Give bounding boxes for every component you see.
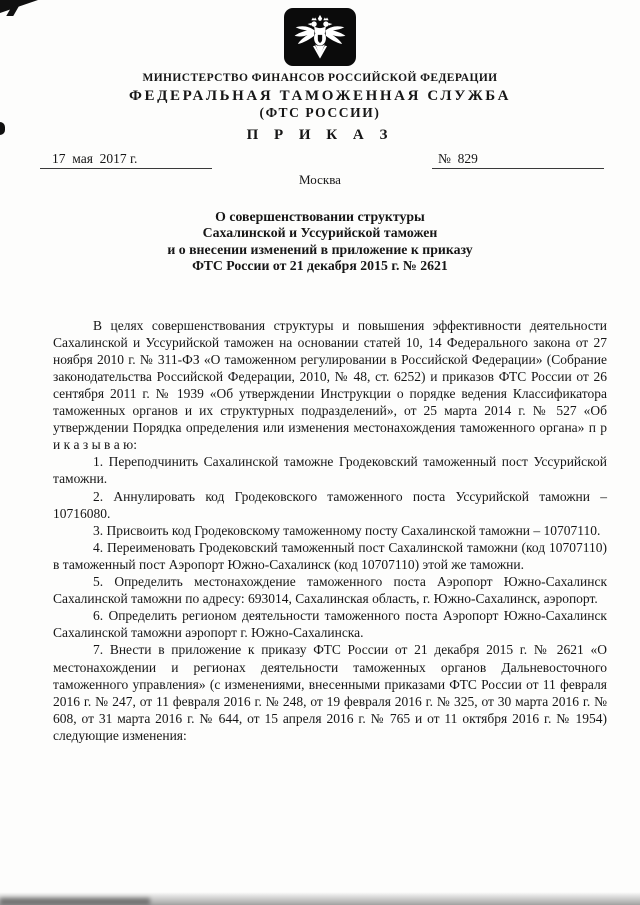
document-number: № 829 bbox=[432, 151, 604, 169]
date-number-row bbox=[40, 151, 604, 169]
scan-artifact-bottom-shade bbox=[0, 892, 640, 905]
body-paragraph: 1. Переподчинить Сахалинской таможне Гродековский таможенный пост Уссурийской таможни. bbox=[53, 454, 607, 487]
body-paragraph: 5. Определить местонахождение таможенного поста Аэропорт Южно-Сахалинск Сахалинской таможни по адресу: 693014, Сахалинская область, г. Южно-Сахалинск, аэропорт. bbox=[53, 574, 607, 607]
title-line: О совершенствовании структуры bbox=[215, 209, 425, 224]
agency-abbreviation: (ФТС РОССИИ) bbox=[259, 105, 381, 120]
body-paragraph: 7. Внести в приложение к приказу ФТС России от 21 декабря 2015 г. № 2621 «О местонахождении и регионах деятельности таможенных органов Дальневосточного таможенного управления» (с изменениями, внесенными приказами ФТС России от 11 февраля 2016 г. № 247, от 11 февраля 2016 г. № 248, от 19 февраля 2016 г. № 325, от 30 марта 2016 г. № 608, от 31 марта 2016 г. № 644, от 15 апреля 2016 г. № 765 и от 11 октября 2016 г. № 1954) следующие изменения: bbox=[53, 642, 607, 743]
body-paragraph: 4. Переименовать Гродековский таможенный пост Сахалинской таможни (код 10707110) в таможенный пост Аэропорт Южно-Сахалинск (код 10707110) этой же таможни. bbox=[53, 539, 607, 572]
body-paragraph: 3. Присвоить код Гродековскому таможенному посту Сахалинской таможни – 10707110. bbox=[93, 522, 601, 538]
document-type-heading: П Р И К А З bbox=[246, 127, 394, 143]
russia-coat-of-arms-icon bbox=[284, 8, 356, 66]
title-line: ФТС России от 21 декабря 2015 г. № 2621 bbox=[192, 258, 448, 274]
title-line: Сахалинской и Уссурийской таможен bbox=[202, 225, 438, 241]
document-date: 17 мая 2017 г. bbox=[40, 151, 212, 169]
document-title bbox=[0, 209, 640, 275]
body-paragraph: В целях совершенствования структуры и повышения эффективности деятельности Сахалинской и Уссурийской таможен на основании статей 10, 14 Федерального закона от 27 ноября 2010 г. № 311-ФЗ «О таможенном регулировании в Российской Федерации» (Собрание законодательства Российской Федерации, 2010, № 48, ст. 6252) и приказов ФТС России от 26 сентября 2011 г. № 1939 «Об утверждении Инструкции о порядке ведения Классификатора таможенных органов и их структурных подразделений», от 25 марта 2014 г. № 527 «Об утверждении Порядка определения или изменения местонахождения таможенного органа» п р и к а з ы в а ю: bbox=[53, 317, 607, 453]
body-paragraph: 2. Аннулировать код Гродековского таможенного поста Уссурийской таможни – 10716080. bbox=[53, 488, 607, 521]
title-line: и о внесении изменений в приложение к приказу bbox=[167, 241, 473, 257]
document-body bbox=[53, 317, 607, 744]
scan-artifact-corner bbox=[0, 0, 38, 13]
body-paragraph: 6. Определить регионом деятельности таможенного поста Аэропорт Южно-Сахалинск Сахалинской таможни аэропорт г. Южно-Сахалинска. bbox=[53, 608, 607, 641]
city-label: Москва bbox=[299, 172, 341, 187]
ministry-name: МИНИСТЕРСТВО ФИНАНСОВ РОССИЙСКОЙ ФЕДЕРАЦИИ bbox=[142, 72, 498, 84]
agency-name: ФЕДЕРАЛЬНАЯ ТАМОЖЕННАЯ СЛУЖБА bbox=[128, 88, 512, 104]
